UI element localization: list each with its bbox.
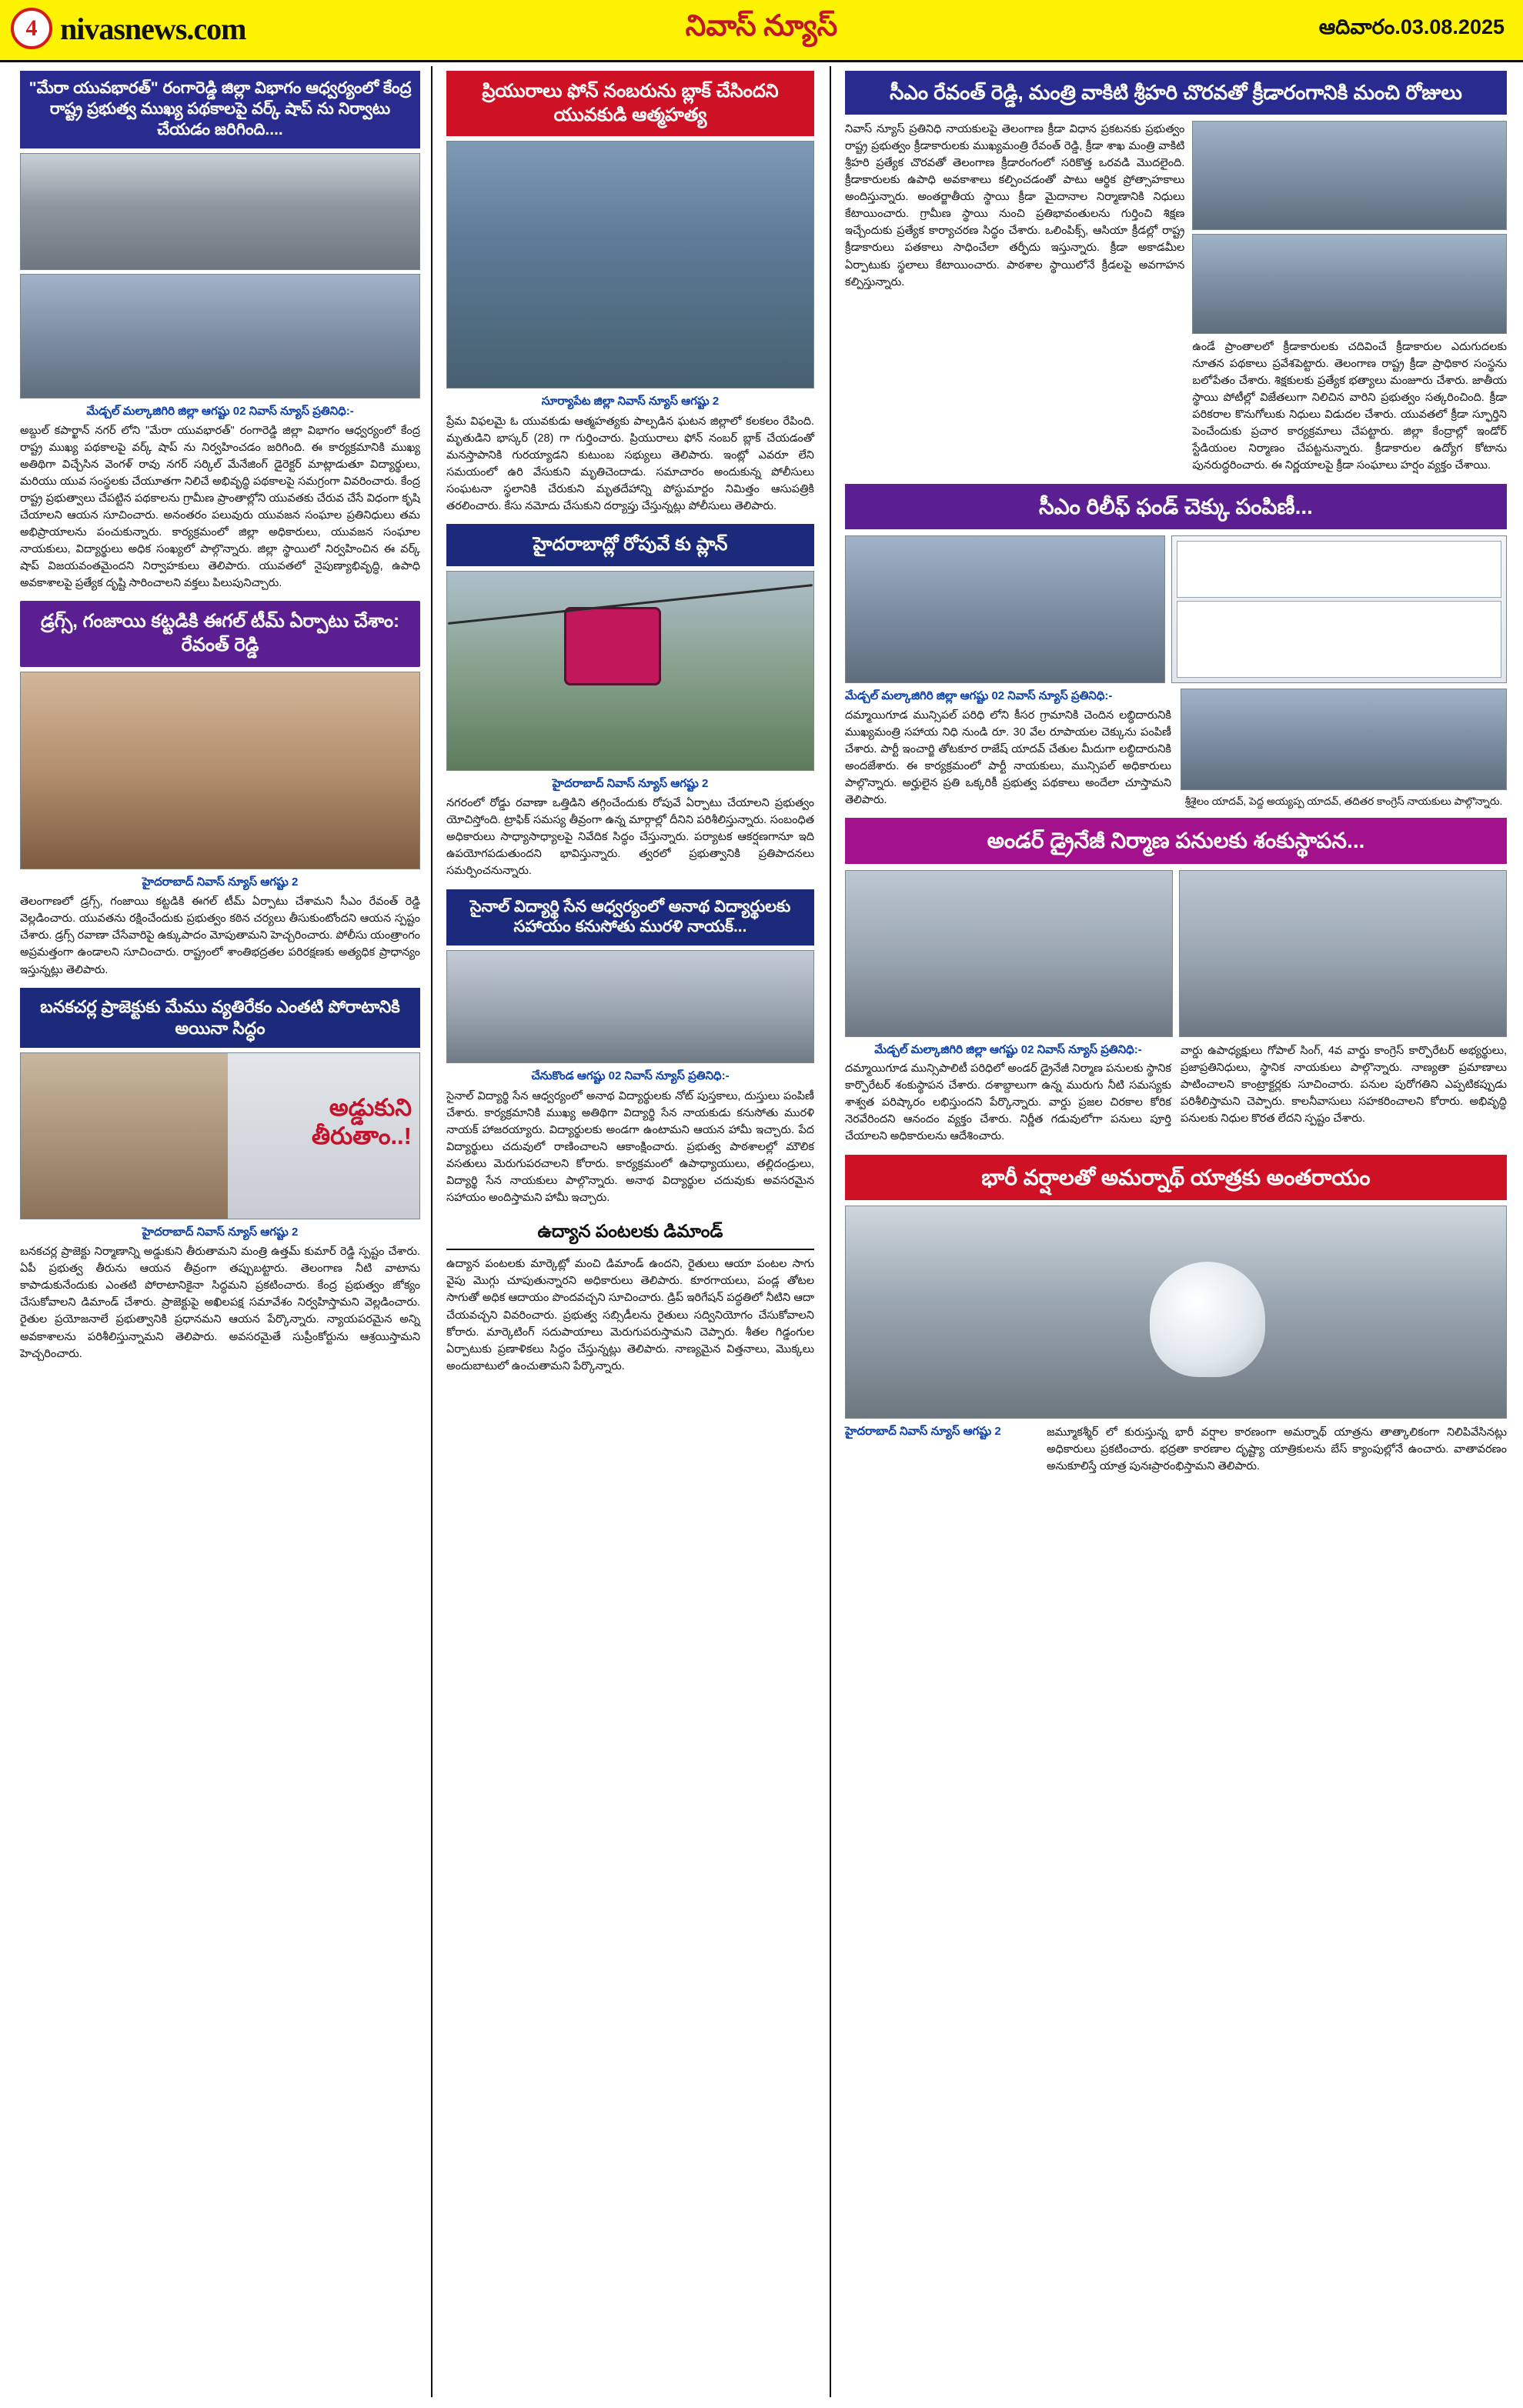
headline-banakacherla: బనకచర్ల ప్రాజెక్టుకు మేము వ్యతిరేకం ఎంతటి పోరాటానికి అయినా సిద్ధం — [20, 988, 420, 1048]
rule-horticulture — [446, 1249, 814, 1250]
column-3 — [845, 71, 1507, 1475]
photo-workshop-audience — [20, 274, 420, 399]
column-divider-2 — [830, 66, 831, 2397]
caption-mera-yuva-bharat: మేడ్చల్ మల్కాజిగిరి జిల్లా ఆగష్టు 02 నివాస్ న్యూస్ ప్రతినిధి:- — [86, 404, 354, 418]
photo-amarnath-yatra — [845, 1206, 1507, 1419]
photo-cm-relief-extra — [1181, 689, 1507, 790]
photo-workshop-hall — [20, 153, 420, 270]
body-horticulture-demand: ఉద్యాన పంటలకు మార్కెట్లో మంచి డిమాండ్ ఉందని, రైతులు ఆయా పంటల సాగు వైపు మొగ్గు చూపుతున్నారని అధికారులు తెలిపారు. కూరగాయలు, పండ్ల తోటల సాగుతో అధిక ఆదాయం పొందవచ్చని సూచించారు. డ్రిప్ ఇరిగేషన్ పద్ధతిలో నీటిని ఆదా చేయవచ్చని వివరించారు. ప్రభుత్వ సబ్సిడీలను రైతులు సద్వినియోగం చేసుకోవాలని కోరారు. మార్కెటింగ్ సదుపాయాలు మెరుగుపరుస్తామని చెప్పారు. శీతల గిడ్డంగుల ఏర్పాటుకు ప్రణాళికలు సిద్ధం చేస్తున్నట్లు తెలిపారు. నాణ్యమైన విత్తనాలు, మొక్కలు అందుబాటులో ఉంచుతామని పేర్కొన్నారు. — [446, 1258, 814, 1372]
column-2 — [446, 71, 814, 1375]
photo-ropeway-cablecar — [446, 571, 814, 771]
site-name[interactable]: nivasnews.com — [60, 11, 246, 46]
caption-eagle-team: హైదరాబాద్ నివాస్ న్యూస్ ఆగష్టు 2 — [142, 875, 299, 889]
headline-horticulture-demand: ఉద్యాన పంటలకు డిమాండ్ — [537, 1220, 723, 1241]
photo-drainage-site-2 — [1179, 870, 1507, 1037]
photo-sports-event-2 — [1192, 234, 1507, 334]
caption-suicide-story: సూర్యాపేట జిల్లా నివాస్ న్యూస్ ఆగష్టు 2 — [541, 395, 720, 409]
caption-amarnath-yatra: హైదరాబాద్ నివాస్ న్యూస్ ఆగష్టు 2 — [845, 1425, 1001, 1439]
photo-cheque-document — [1171, 535, 1507, 683]
overlay-text-line2: తీరుతాం..! — [311, 1122, 412, 1150]
caption-under-drainage: మేడ్చల్ మల్కాజిగిరి జిల్లా ఆగష్టు 02 నివాస్ న్యూస్ ప్రతినిధి:- — [874, 1042, 1142, 1056]
photo-cheque-handover — [845, 535, 1165, 683]
caption-cm-relief-left: మేడ్చల్ మల్కాజిగిరి జిల్లా ఆగష్టు 02 నివాస్ న్యూస్ ప్రతినిధి:- — [845, 689, 1113, 703]
headline-mera-yuva-bharat: "మేరా యువభారత్" రంగారెడ్డి జిల్లా విభాగం ఆధ్వర్యంలో కేంద్ర రాష్ట్ర ప్రభుత్వ ముఖ్య పథకాలపై వర్క్ షాప్ ను నిర్వాటు చేయడం జరిగింది.... — [20, 71, 420, 148]
masthead — [0, 0, 1523, 62]
headline-under-drainage: అండర్ డ్రైనేజీ నిర్మాణ పనులకు శంకుస్థాపన... — [845, 818, 1507, 864]
photo-deceased-youth — [446, 141, 814, 389]
photo-sports-event-1 — [1192, 121, 1507, 230]
headline-eagle-team: డ్రగ్స్, గంజాయి కట్టడికి ఈగల్ టీమ్ ఏర్పాటు చేశాం: రేవంత్ రెడ్డి — [20, 601, 420, 666]
photo-student-aid — [446, 950, 814, 1063]
body-under-drainage-left: దమ్మాయిగూడ మున్సిపాలిటీ పరిధిలో అండర్ డ్రైనేజీ నిర్మాణ పనులకు స్థానిక కార్పొరేటర్ శంకుస్థాపన చేశారు. దశాబ్దాలుగా ఉన్న మురుగు నీటి సమస్యకు శాశ్వత పరిష్కారం లభిస్తుందని పేర్కొన్నారు. వార్డు ప్రజల చిరకాల కోరిక నెరవేరిందని ఆనందం వ్యక్తం చేశారు. నిర్ణీత గడువులోగా పనులు పూర్తి చేయాలని అధికారులను ఆదేశించారు. — [845, 1062, 1171, 1143]
body-mera-yuva-bharat: అబ్దుల్ కపార్ఖాన్ నగర్ లోని "మేరా యువభారత్" రంగారెడ్డి జిల్లా విభాగం ఆధ్వర్యంలో కేంద్ర రాష్ట్ర ముఖ్య పథకాలపై వర్క్ షాప్ ను నిర్వహించడం జరిగింది. ఈ కార్యక్రమానికి ముఖ్య అతిథిగా విచ్చేసిన వెంగళ్ రావు నగర్ సర్కిల్ మేనేజింగ్ డైరెక్టర్ మాట్లాడుతూ విద్యార్థులు, మరియు యువ సంస్థలకు చేయూతగా నిలిచే అభివృద్ధి పథకాలపై సమగ్రంగా వివరించారు. కేంద్ర రాష్ట్ర ప్రభుత్వాలు చేపట్టిన పథకాలను గ్రామీణ ప్రాంతాల్లోని యువతకు చేరువ చేసే విధంగా కృషి చేయాలని ఆయన సూచించారు. అనంతరం పలువురు యువజన సంఘాల ప్రతినిధులు తమ అభిప్రాయాలను పంచుకున్నారు. కార్యక్రమంలో జిల్లా అధికారులు, యువజన సంఘాల నాయకులు, విద్యార్థులు అధిక సంఖ్యలో పాల్గొన్నారు. జిల్లా స్థాయిలో నిర్వహించిన ఈ వర్క్ షాప్ విజయవంతమైందని నిర్వాహకులు తెలిపారు. యువతలో నైపుణ్యాభివృద్ధి, ఉపాధి అవకాశాలపై ప్రత్యేక దృష్టి సారించాలని వక్తలు పిలుపునిచ్చారు. — [20, 425, 420, 590]
body-cm-relief: దమ్మాయిగూడ మున్సిపల్ పరిధి లోని కీసర గ్రామానికి చెందిన లబ్ధిదారునికి ముఖ్యమంత్రి సహాయ నిధి నుండి రూ. 30 వేల రూపాయల చెక్కును పంపిణీ చేశారు. పార్టీ ఇంచార్జి తోటకూర రాజేష్ యాదవ్ చేతుల మీదుగా లబ్ధిదారునికి అందజేశారు. ఈ కార్యక్రమంలో పార్టీ నాయకులు, మున్సిపల్ అధికారులు పాల్గొన్నారు. అర్హులైన ప్రతి ఒక్కరికీ ప్రభుత్వ పథకాలు అందేలా చూస్తామని తెలిపారు. — [845, 709, 1171, 806]
body-sports-right: ఉండే ప్రాంతాలలో క్రీడాకారులకు చదివించే క్రీడాకారుల ఎదుగుదలకు నూతన పథకాలు ప్రవేశపెట్టారు. తెలంగాణ రాష్ట్ర క్రీడా ప్రాధికార సంస్థను బలోపేతం చేశారు. శిక్షకులకు ప్రత్యేక భత్యాలు మంజూరు చేశారు. జాతీయ స్థాయి పోటీల్లో విజేతలుగా నిలిచిన వారిని ప్రభుత్వం సత్కరించింది. క్రీడా పరికరాల కొనుగోలుకు నిధులు విడుదల చేశారు. యువతలో క్రీడా స్ఫూర్తిని పెంచేందుకు ప్రచార కార్యక్రమాలు చేపట్టారు. జిల్లా కేంద్రాల్లో ఇండోర్ స్టేడియంల నిర్మాణం చేపట్టనున్నారు. క్రీడాకారుల ఉద్యోగ కోటాను పునరుద్ధరించారు. ఈ నిర్ణయాలపై క్రీడా సంఘాలు హర్షం వ్యక్తం చేశాయి. — [1192, 341, 1507, 472]
body-amarnath-yatra: జమ్మూకశ్మీర్ లో కురుస్తున్న భారీ వర్షాల కారణంగా అమర్నాథ్ యాత్రను తాత్కాలికంగా నిలిపివేసినట్లు అధికారులు ప్రకటించారు. భద్రతా కారణాల దృష్ట్యా యాత్రికులను బేస్ క్యాంపుల్లోనే ఉంచారు. వాతావరణం అనుకూలిస్తే యాత్ర పునఃప్రారంభిస్తామని తెలిపారు. — [1047, 1426, 1507, 1473]
column-divider-1 — [431, 66, 433, 2397]
headline-sports-good-days: సీఎం రేవంత్ రెడ్డి, మంత్రి వాకిటి శ్రీహరి చొరవతో క్రీడారంగానికి మంచి రోజులు — [845, 71, 1507, 115]
caption-banakacherla: హైదరాబాద్ నివాస్ న్యూస్ ఆగష్టు 2 — [142, 1225, 299, 1239]
photo-uttam-kumar-reddy — [20, 1052, 420, 1219]
caption-cm-relief-right: శ్రీశైలం యాదవ్, పెద్ద అయ్యప్ప యాదవ్, తదితర కాంగ్రెస్ నాయకులు పాల్గొన్నారు. — [1184, 795, 1503, 808]
body-ropeway: నగరంలో రోడ్డు రవాణా ఒత్తిడిని తగ్గించేందుకు రోపువే ఏర్పాటు చేయాలని ప్రభుత్వం యోచిస్తోంది. ట్రాఫిక్ సమస్య తీవ్రంగా ఉన్న మార్గాల్లో దీనిని పరిశీలిస్తున్నారు. సంబంధిత అధికారులు సాధ్యాసాధ్యాలపై నివేదిక సిద్ధం చేస్తున్నారు. పర్యాటక ఆకర్షణగానూ ఇది ఉపయోగపడుతుందని భావిస్తున్నారు. త్వరలో ప్రభుత్వానికి ప్రతిపాదనలు సమర్పించనున్నారు. — [446, 797, 814, 878]
headline-suicide-story: ప్రియురాలు ఫోన్ నంబరును బ్లాక్ చేసిందని యువకుడి ఆత్మహత్య — [446, 71, 814, 136]
photo-drainage-site-1 — [845, 870, 1173, 1037]
paper-title: నివాస్ న్యూస్ — [685, 10, 838, 42]
body-eagle-team: తెలంగాణలో డ్రగ్స్, గంజాయి కట్టడికి ఈగల్ టీమ్ ఏర్పాటు చేశామని సీఎం రేవంత్ రెడ్డి వెల్లడించారు. యువతను రక్షించేందుకు ప్రభుత్వం కఠిన చర్యలు తీసుకుంటోందని ఆయన స్పష్టం చేశారు. డ్రగ్స్ రవాణా చేసేవారిపై ఉక్కుపాదం మోపుతామని హెచ్చరించారు. పోలీసు యంత్రాంగం అప్రమత్తంగా ఉండాలని సూచించారు. రాష్ట్రంలో శాంతిభద్రతల పరిరక్షణకు అత్యధిక ప్రాధాన్యం ఇస్తున్నట్లు తెలిపారు. — [20, 895, 420, 976]
body-under-drainage-right: వార్డు ఉపాధ్యక్షులు గోపాల్ సింగ్, 4వ వార్డు కాంగ్రెస్ కార్పొరేటర్ అభ్యర్థులు, ప్రజాప్రతినిధులు, స్థానిక నాయకులు పాల్గొన్నారు. నాణ్యతా ప్రమాణాలు పాటించాలని కాంట్రాక్టర్లకు సూచించారు. పనుల పురోగతిని ఎప్పటికప్పుడు పరిశీలిస్తామని చెప్పారు. కాలనీవాసులు సహకరించాలని కోరారు. అభివృద్ధి పనులకు నిధుల కొరత లేదని స్పష్టం చేశారు. — [1181, 1044, 1507, 1125]
headline-cm-relief-fund: సీఎం రిలీఫ్ ఫండ్ చెక్కు పంపిణీ... — [845, 484, 1507, 530]
overlay-text-line1: అడ్డుకుని — [329, 1093, 412, 1121]
page-number-badge: 4 — [11, 8, 52, 49]
caption-student-aid: చేనుకొండ ఆగష్టు 02 నివాస్ న్యూస్ ప్రతినిధి:- — [531, 1069, 730, 1083]
body-suicide-story: ప్రేమ విఫలమై ఓ యువకుడు ఆత్మహత్యకు పాల్పడిన ఘటన జిల్లాలో కలకలం రేపింది. మృతుడిని భాస్కర్ (28) గా గుర్తించారు. ప్రియురాలు ఫోన్ నంబర్ బ్లాక్ చేయడంతో మనస్తాపానికి గురయ్యాడని కుటుంబ సభ్యులు తెలిపారు. ఇంట్లో ఎవరూ లేని సమయంలో ఉరి వేసుకుని మృతిచెందాడు. సమాచారం అందుకున్న పోలీసులు సంఘటనా స్థలానికి చేరుకుని మృతదేహాన్ని పోస్టుమార్టం నిమిత్తం ఆసుపత్రికి తరలించారు. కేసు నమోదు చేసుకుని దర్యాప్తు చేస్తున్నట్లు పోలీసులు తెలిపారు. — [446, 415, 814, 513]
photo-revanth-reddy — [20, 672, 420, 869]
body-student-aid: సైనాల్ విద్యార్థి సేన ఆధ్వర్యంలో అనాథ విద్యార్థులకు నోట్ పుస్తకాలు, దుస్తులు పంపిణీ చేశారు. కార్యక్రమానికి ముఖ్య అతిథిగా విద్యార్థి సేన నాయకుడు కనుసోతు మురళి నాయక్ హాజరయ్యారు. విద్యార్థులకు అండగా ఉంటామని ఆయన హామీ ఇచ్చారు. పేద విద్యార్థులు చదువులో రాణించాలని ఆకాంక్షించారు. ప్రభుత్వ పాఠశాలల్లో మౌలిక వసతులు మెరుగుపరచాలని కోరారు. కార్యక్రమంలో ఉపాధ్యాయులు, తల్లిదండ్రులు, విద్యార్థి సేన నాయకులు పాల్గొన్నారు. అనాథ విద్యార్థుల చదువుకు అవసరమైన సహాయం అందిస్తామని హామీ ఇచ్చారు. — [446, 1089, 814, 1204]
column-1 — [20, 71, 420, 1362]
body-sports-left: నివాస్ న్యూస్ ప్రతినిధి నాయకులపై తెలంగాణ క్రీడా విధాన ప్రకటనకు ప్రభుత్వం రాష్ట్ర ప్రభుత్వం క్రీడాకారులకు ముఖ్యమంత్రి రేవంత్ రెడ్డి, క్రీడా శాఖ మంత్రి వాకిటి శ్రీహరి ప్రత్యేక చొరవతో తెలంగాణ క్రీడారంగంలో సరికొత్త ఒరవడి మొదలైంది. క్రీడాకారులకు ఉపాధి అవకాశాలు కల్పించడంతో పాటు ఆర్థిక ప్రోత్సాహకాలు అందిస్తున్నారు. అంతర్జాతీయ స్థాయి క్రీడా మైదానాల నిర్మాణానికి నిధులు కేటాయించారు. గ్రామీణ స్థాయి నుంచి ప్రతిభావంతులను గుర్తించి శిక్షణ ఇచ్చేందుకు ప్రత్యేక కార్యాచరణ సిద్ధం చేశారు. ఒలింపిక్స్, ఆసియా క్రీడల్లో రాష్ట్ర క్రీడాకారులు పతకాలు సాధించేలా తర్ఫీదు ఇస్తున్నారు. క్రీడా అకాడమీల ఏర్పాటుకు స్థలాలు కేటాయించారు. పాఠశాల స్థాయిలోనే క్రీడలపై అవగాహన కల్పిస్తున్నారు. — [845, 123, 1185, 288]
caption-ropeway: హైదరాబాద్ నివాస్ న్యూస్ ఆగష్టు 2 — [552, 776, 709, 790]
headline-amarnath-yatra: భారీ వర్షాలతో అమర్నాథ్ యాత్రకు అంతరాయం — [845, 1155, 1507, 1201]
headline-student-aid: సైనాల్ విద్యార్థి సేన ఆధ్వర్యంలో అనాథ విద్యార్థులకు సహాయం కనుసోతు మురళి నాయక్... — [446, 889, 814, 946]
edition-date: ఆదివారం.03.08.2025 — [1318, 15, 1505, 38]
headline-ropeway: హైదరాబాద్లో రోపువే కు ప్లాన్ — [446, 524, 814, 566]
body-banakacherla: బనకచర్ల ప్రాజెక్టు నిర్మాణాన్ని అడ్డుకుని తీరుతామని మంత్రి ఉత్తమ్ కుమార్ రెడ్డి స్పష్టం చేశారు. ఏపీ ప్రభుత్వ తీరును ఆయన తీవ్రంగా తప్పుబట్టారు. తెలంగాణ నీటి వాటాను కాపాడుకునేందుకు ఎంతటి పోరాటానికైనా సిద్ధమని ప్రకటించారు. కేంద్ర ప్రభుత్వం జోక్యం చేసుకోవాలని డిమాండ్ చేశారు. ప్రాజెక్టుపై అఖిలపక్ష సమావేశం నిర్వహిస్తామని వెల్లడించారు. రైతుల ప్రయోజనాలే ప్రభుత్వానికి ప్రధానమని ఆయన పేర్కొన్నారు. న్యాయపరమైన అన్ని అవకాశాలను పరిశీలిస్తున్నామని తెలిపారు. అవసరమైతే సుప్రీంకోర్టును ఆశ్రయిస్తామని హెచ్చరించారు. — [20, 1246, 420, 1360]
